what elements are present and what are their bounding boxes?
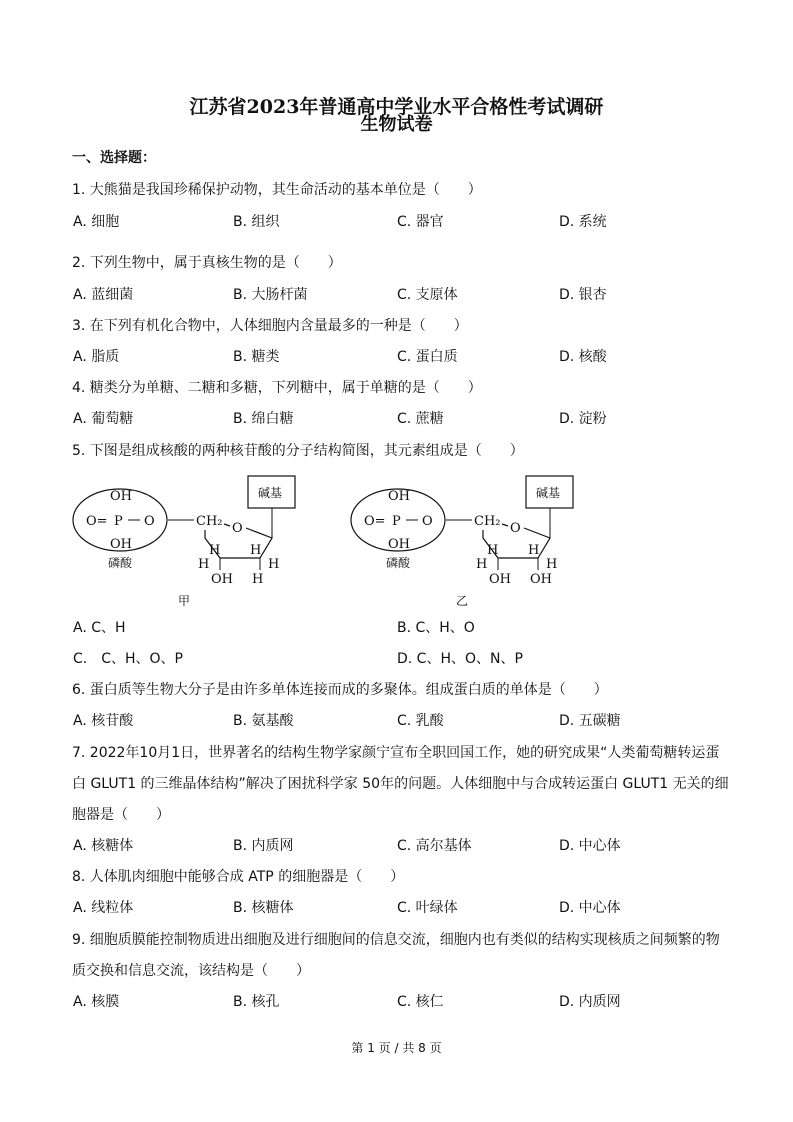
question-1-stem: 1. 大熊猫是我国珍稀保护动物，其生命活动的基本单位是（ ） — [72, 182, 482, 198]
question-9-option-A[interactable]: A. 核膜 — [73, 994, 120, 1010]
question-7-option-C[interactable]: C. 高尔基体 — [397, 838, 472, 854]
question-1-option-A[interactable]: A. 细胞 — [73, 214, 120, 230]
question-9-option-D[interactable]: D. 内质网 — [559, 994, 621, 1010]
question-8-option-B[interactable]: B. 核糖体 — [233, 900, 294, 916]
h-label: H — [198, 557, 210, 572]
question-8-option-D[interactable]: D. 中心体 — [559, 900, 621, 916]
o-label: O — [144, 514, 155, 529]
question-5-stem: 5. 下图是组成核酸的两种核苷酸的分子结构简图，其元素组成是（ ） — [72, 443, 524, 459]
oh-label: OH — [489, 572, 511, 587]
question-9-option-B[interactable]: B. 核孔 — [233, 994, 280, 1010]
question-7-stem: 胞器是（ ） — [72, 807, 170, 823]
question-3-option-B[interactable]: B. 糖类 — [233, 349, 280, 365]
question-2-option-C[interactable]: C. 支原体 — [397, 287, 458, 303]
o-label: O — [422, 514, 433, 529]
question-9-option-C[interactable]: C. 核仁 — [397, 994, 444, 1010]
question-7-option-D[interactable]: D. 中心体 — [559, 838, 621, 854]
question-2-option-D[interactable]: D. 银杏 — [559, 287, 607, 303]
label-jia: 甲 — [178, 594, 191, 608]
question-4-option-A[interactable]: A. 葡萄糖 — [73, 411, 134, 427]
o-label: O= — [364, 514, 386, 529]
h-label: H — [252, 572, 264, 587]
phosphate-label: 磷酸 — [386, 556, 411, 570]
ring-o-label: O — [510, 521, 521, 536]
question-1-option-B[interactable]: B. 组织 — [233, 214, 280, 230]
question-6-stem: 6. 蛋白质等生物大分子是由许多单体连接而成的多聚体。组成蛋白质的单体是（ ） — [72, 682, 608, 698]
question-4-option-D[interactable]: D. 淀粉 — [559, 411, 607, 427]
h-label: H — [476, 557, 488, 572]
oh-label: OH — [388, 489, 410, 504]
h-label: H — [487, 543, 499, 558]
section-heading: 一、选择题： — [72, 150, 156, 166]
question-1-option-C[interactable]: C. 器官 — [397, 214, 444, 230]
question-5-option-D[interactable]: D. C、H、O、N、P — [397, 651, 523, 667]
question-4-stem: 4. 糖类分为单糖、二糖和多糖，下列糖中，属于单糖的是（ ） — [72, 380, 482, 396]
p-label: P — [114, 514, 123, 529]
h-label: H — [528, 543, 540, 558]
ch2-label: CH₂ — [474, 514, 501, 529]
p-label: P — [392, 514, 401, 529]
exam-title: 江苏省2023年普通高中学业水平合格性考试调研 — [189, 96, 604, 118]
question-7-option-A[interactable]: A. 核糖体 — [73, 838, 134, 854]
question-6-option-D[interactable]: D. 五碳糖 — [559, 713, 621, 729]
question-2-option-A[interactable]: A. 蓝细菌 — [73, 287, 134, 303]
question-3-option-D[interactable]: D. 核酸 — [559, 349, 607, 365]
h-label: H — [546, 557, 558, 572]
oh-label: OH — [530, 572, 552, 587]
nucleotide-figure — [60, 470, 580, 620]
label-yi: 乙 — [456, 594, 469, 608]
question-3-option-A[interactable]: A. 脂质 — [73, 349, 120, 365]
h-label: H — [268, 557, 280, 572]
h-label: H — [250, 543, 262, 558]
question-4-option-B[interactable]: B. 绵白糖 — [233, 411, 294, 427]
oh-label: OH — [110, 489, 132, 504]
question-7-option-B[interactable]: B. 内质网 — [233, 838, 294, 854]
ch2-label: CH₂ — [196, 514, 223, 529]
base-label: 碱基 — [536, 486, 561, 500]
page-footer: 第 1 页 / 共 8 页 — [351, 1041, 442, 1055]
h-label: H — [209, 543, 221, 558]
question-7-stem: 白 GLUT1 的三维晶体结构”解决了困扰科学家 50年的问题。人体细胞中与合成转运蛋白 GLUT1 无关的细 — [72, 776, 729, 792]
question-8-option-C[interactable]: C. 叶绿体 — [397, 900, 458, 916]
question-5-option-A[interactable]: A. C、H — [73, 620, 126, 636]
question-6-option-C[interactable]: C. 乳酸 — [397, 713, 444, 729]
question-5-option-B[interactable]: B. C、H、O — [397, 620, 475, 636]
question-6-option-B[interactable]: B. 氨基酸 — [233, 713, 294, 729]
question-8-stem: 8. 人体肌肉细胞中能够合成 ATP 的细胞器是（ ） — [72, 869, 405, 885]
question-6-option-A[interactable]: A. 核苷酸 — [73, 713, 134, 729]
ring-o-label: O — [232, 521, 243, 536]
oh-label: OH — [388, 537, 410, 552]
question-4-option-C[interactable]: C. 蔗糖 — [397, 411, 444, 427]
base-label: 碱基 — [258, 486, 283, 500]
question-2-stem: 2. 下列生物中，属于真核生物的是（ ） — [72, 255, 342, 271]
question-8-option-A[interactable]: A. 线粒体 — [73, 900, 134, 916]
phosphate-label: 磷酸 — [108, 556, 133, 570]
question-3-stem: 3. 在下列有机化合物中，人体细胞内含量最多的一种是（ ） — [72, 318, 468, 334]
oh-label: OH — [110, 537, 132, 552]
question-2-option-B[interactable]: B. 大肠杆菌 — [233, 287, 308, 303]
question-9-stem: 质交换和信息交流，该结构是（ ） — [72, 963, 310, 979]
o-label: O= — [86, 514, 108, 529]
oh-label: OH — [211, 572, 233, 587]
question-3-option-C[interactable]: C. 蛋白质 — [397, 349, 458, 365]
question-9-stem: 9. 细胞质膜能控制物质进出细胞及进行细胞间的信息交流，细胞内也有类似的结构实现核质之间频繁的物 — [72, 932, 720, 948]
question-7-stem: 7. 2022年10月1日，世界著名的结构生物学家颜宁宣布全职回国工作，她的研究成果“人类葡萄糖转运蛋 — [72, 745, 720, 761]
question-5-option-C[interactable]: C. C、H、O、P — [73, 651, 183, 667]
question-1-option-D[interactable]: D. 系统 — [559, 214, 607, 230]
exam-subtitle: 生物试卷 — [360, 114, 433, 135]
